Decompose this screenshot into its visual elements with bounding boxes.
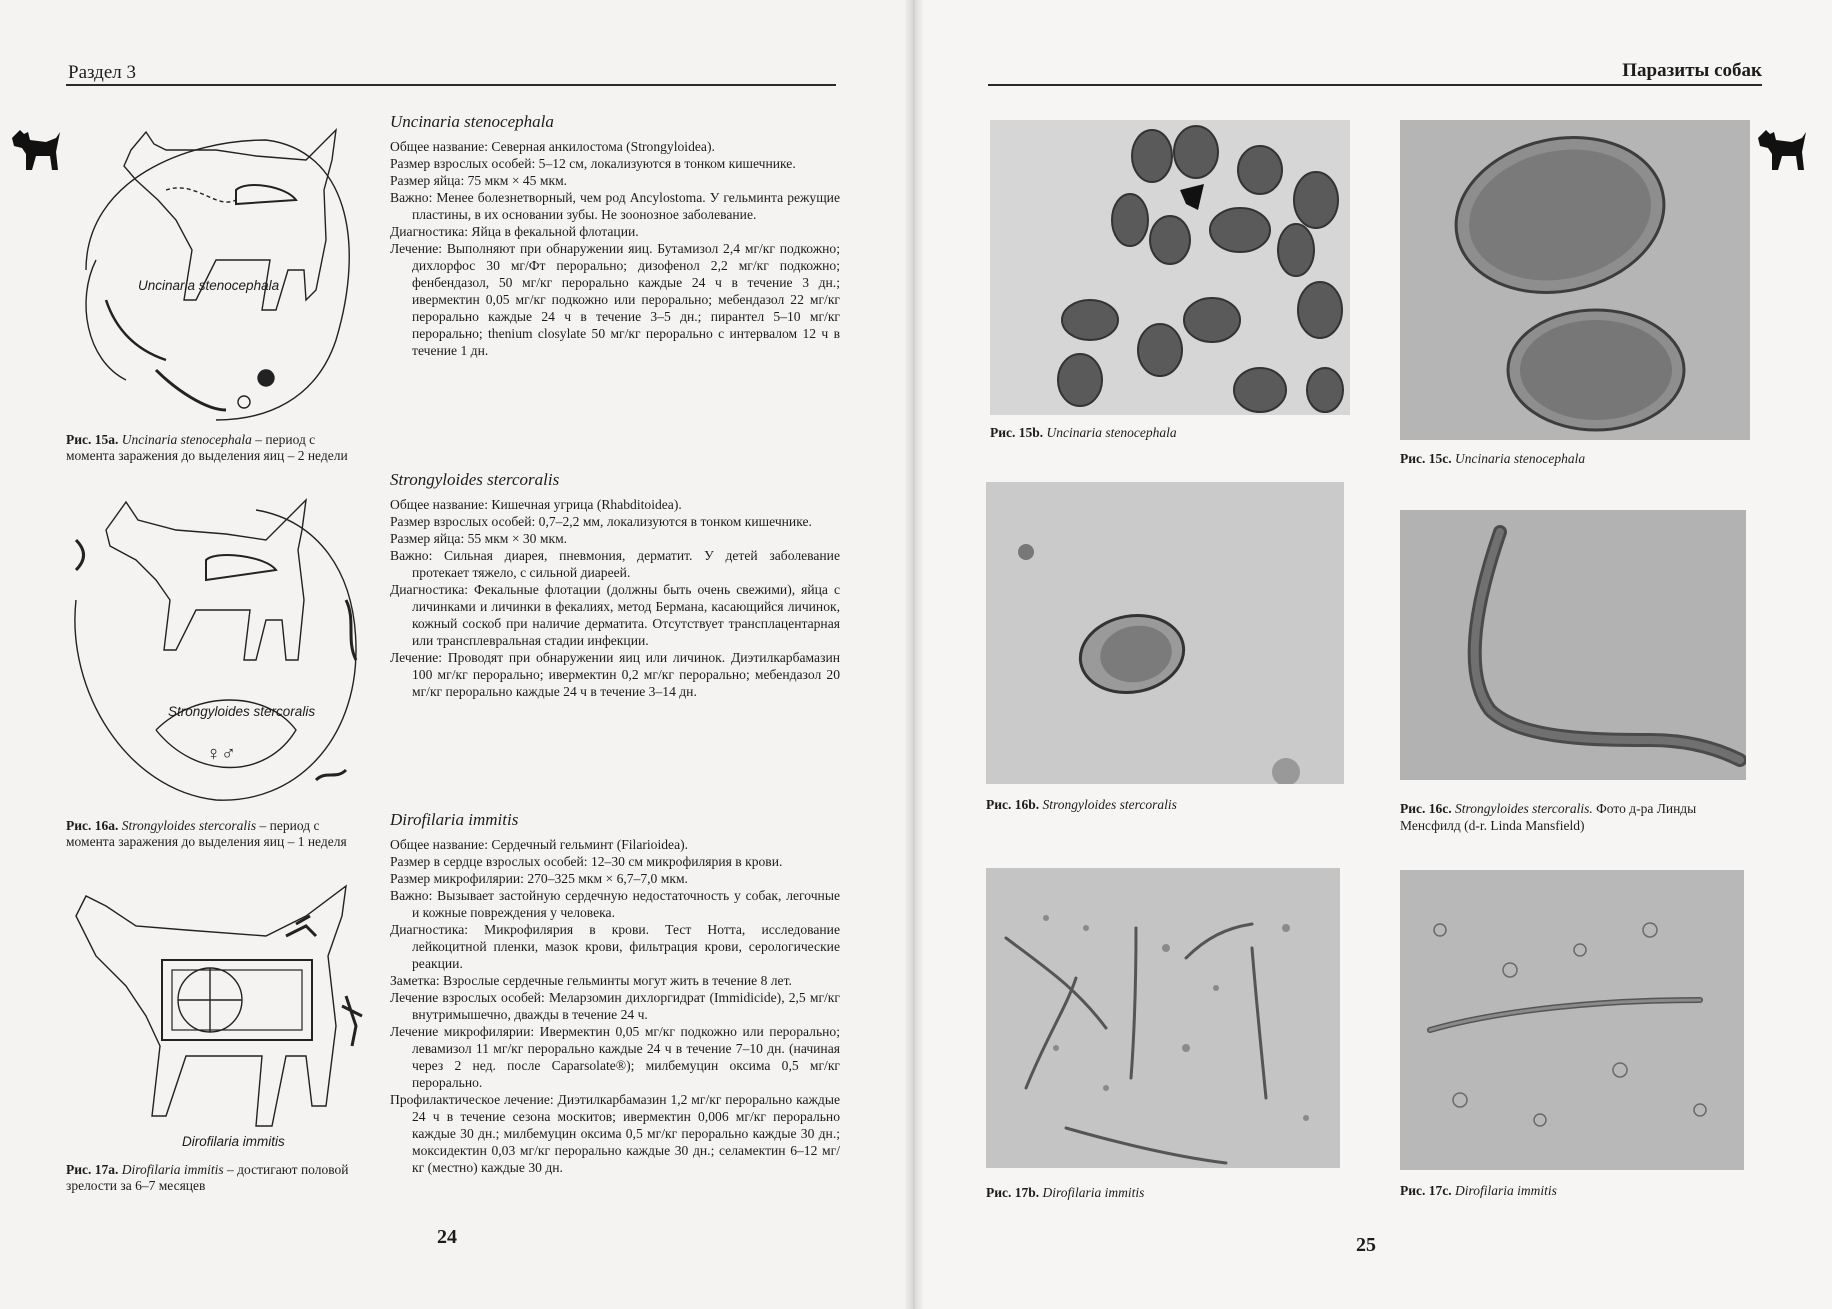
species-block-uncinaria (390, 112, 840, 359)
species-line: Лечение взрослых особей: Меларзомин дихлоргидрат (Immidicide), 2,5 мг/кг внутримышечно, дважды в течение 24 ч. (390, 990, 840, 1022)
micrograph-16c (1400, 510, 1746, 780)
left-header-rule (66, 84, 836, 86)
species-line: Размер микрофилярии: 270–325 мкм × 6,7–7,0 мкм. (390, 871, 688, 886)
species-line: Размер взрослых особей: 5–12 см, локализуются в тонком кишечнике. (390, 156, 796, 171)
dog-icon-right (1752, 120, 1812, 176)
species-heading: Dirofilaria immitis (390, 810, 519, 829)
species-line: Диагностика: Яйца в фекальной флотации. (390, 224, 639, 239)
micrograph-15c (1400, 120, 1750, 440)
page-number-left: 24 (437, 1226, 457, 1248)
species-line: Профилактическое лечение: Диэтилкарбамазин 1,2 мг/кг перорально каждые 24 ч в течение сезона москитов; ивермектин 0,006 мг/кг перорально каждые 30 дн.; милбемуцин оксима 0,5 мг/кг перорально каждые 30 дн.; моксидектин 0,03 мг/кг перорально каждые 30 дн.; селамектин 6–12 мг/кг (местно) каждые 30 дн. (390, 1092, 840, 1175)
species-line: Общее название: Сердечный гельминт (Filarioidea). (390, 837, 689, 852)
species-heading: Strongyloides stercoralis (390, 470, 560, 489)
photo-caption-16c: Рис. 16с. Strongyloides stercoralis. Фото д-ра Линды Менсфилд (d-r. Linda Mansfield) (1400, 801, 1697, 833)
species-line: Общее название: Северная анкилостома (Strongyloidea). (390, 139, 715, 154)
species-line: Лечение: Проводят при обнаружении яиц или личинок. Диэтилкарбамазин 100 мг/кг перорально; ивермектин 0,2 мг/кг перорально; мебендазол 20 мг/кг перорально каждые 24 ч в течение 3–14 дн. (390, 650, 840, 699)
species-line: Диагностика: Фекальные флотации (должны быть очень свежими), яйца с личинками и личинки в фекалиях, метод Бермана, касающийся личинок, кожный соскоб при наличие дерматита. Отсутствует трансплацентарная или трансплевральная стадии инфекции. (390, 582, 840, 648)
photo-caption-15c: Рис. 15с. Uncinaria stenocephala (1400, 451, 1586, 466)
species-line: Важно: Вызывает застойную сердечную недостаточность у собак, легочные и кожные повреждения у человека. (390, 888, 840, 920)
micrograph-17b (986, 868, 1340, 1168)
photo-caption-15b: Рис. 15b. Uncinaria stenocephala (990, 425, 1177, 440)
species-line: Важно: Сильная диарея, пневмония, дерматит. У детей заболевание протекает тяжело, с сильной диареей. (390, 548, 840, 580)
species-line: Заметка: Взрослые сердечные гельминты могут жить в течение 8 лет. (390, 973, 792, 988)
species-line: Важно: Менее болезнетворный, чем род Ancylostoma. У гельминта режущие пластины, в их основании зубы. Не зоонозное заболевание. (390, 190, 840, 222)
species-block-dirofilaria (390, 810, 840, 1176)
figure-caption-17a: Рис. 17а. Dirofilaria immitis – достигают половой зрелости за 6–7 месяцев (66, 1162, 349, 1193)
lifecycle-diagram-strongyloides (66, 490, 366, 808)
micrograph-17c (1400, 870, 1744, 1170)
photo-caption-16b: Рис. 16b. Strongyloides stercoralis (986, 797, 1177, 812)
species-line: Общее название: Кишечная угрица (Rhabditoidea). (390, 497, 682, 512)
right-header-rule (988, 84, 1762, 86)
svg-text:♀♂: ♀♂ (206, 743, 236, 765)
species-line: Размер яйца: 75 мкм × 45 мкм. (390, 173, 568, 188)
species-block-strongyloides (390, 470, 840, 700)
diagram-label: Strongyloides stercoralis (168, 704, 316, 719)
figure-caption-15a: Рис. 15а. Uncinaria stenocephala – период с момента заражения до выделения яиц – 2 недели (66, 432, 348, 463)
species-heading: Uncinaria stenocephala (390, 112, 554, 131)
diagram-label: Uncinaria stenocephala (138, 278, 280, 293)
page-number-right: 25 (1356, 1234, 1376, 1256)
micrograph-15b (990, 120, 1350, 415)
photo-caption-17b: Рис. 17b. Dirofilaria immitis (986, 1185, 1145, 1200)
species-line: Размер в сердце взрослых особей: 12–30 см микрофилярия в крови. (390, 854, 783, 869)
dog-icon (6, 120, 66, 176)
species-line: Диагностика: Микрофилярия в крови. Тест Нотта, исследование лейкоцитной пленки, мазок крови, фильтрация крови, серологические реакции. (390, 922, 840, 971)
species-line: Размер взрослых особей: 0,7–2,2 мм, локализуются в тонком кишечнике. (390, 514, 812, 529)
book-title: Паразиты собак (1622, 60, 1762, 81)
species-line: Размер яйца: 55 мкм × 30 мкм. (390, 531, 568, 546)
figure-caption-16a: Рис. 16а. Strongyloides stercoralis – период с момента заражения до выделения яиц – 1 неделя (66, 818, 347, 849)
species-line: Лечение микрофилярии: Ивермектин 0,05 мг/кг подкожно или перорально; левамизол 11 мг/кг перорально каждые 24 ч в течение 7–10 дн. (начиная через 2 нед. после Caparsolate®); милбемуцин оксима 0,5 мг/кг перорально. (390, 1024, 840, 1090)
species-line: Лечение: Выполняют при обнаружении яиц. Бутамизол 2,4 мг/кг подкожно; дихлорфос 30 мг/Фт перорально; дизофенол 2,2 мг/кг подкожно; фенбендазол, 50 мг/кг перорально каждые 24 ч в течение 3 дн.; ивермектин 0,05 мг/кг подкожно или перорально; мебендазол 22 мг/кг перорально каждые 24 ч в течение 3–5 дн.; пирантел 5–10 мг/кг перорально; thenium closylate 50 мг/кг перорально с интервалом 12 ч в течение 1 дн. (390, 241, 840, 358)
micrograph-16b (986, 482, 1344, 784)
photo-caption-17c: Рис. 17с. Dirofilaria immitis (1400, 1183, 1557, 1198)
diagram-label: Dirofilaria immitis (182, 1134, 285, 1149)
section-title: Раздел 3 (68, 62, 136, 83)
lifecycle-diagram-dirofilaria (66, 876, 366, 1154)
book-spine (905, 0, 923, 1309)
lifecycle-diagram-uncinaria (66, 120, 366, 425)
